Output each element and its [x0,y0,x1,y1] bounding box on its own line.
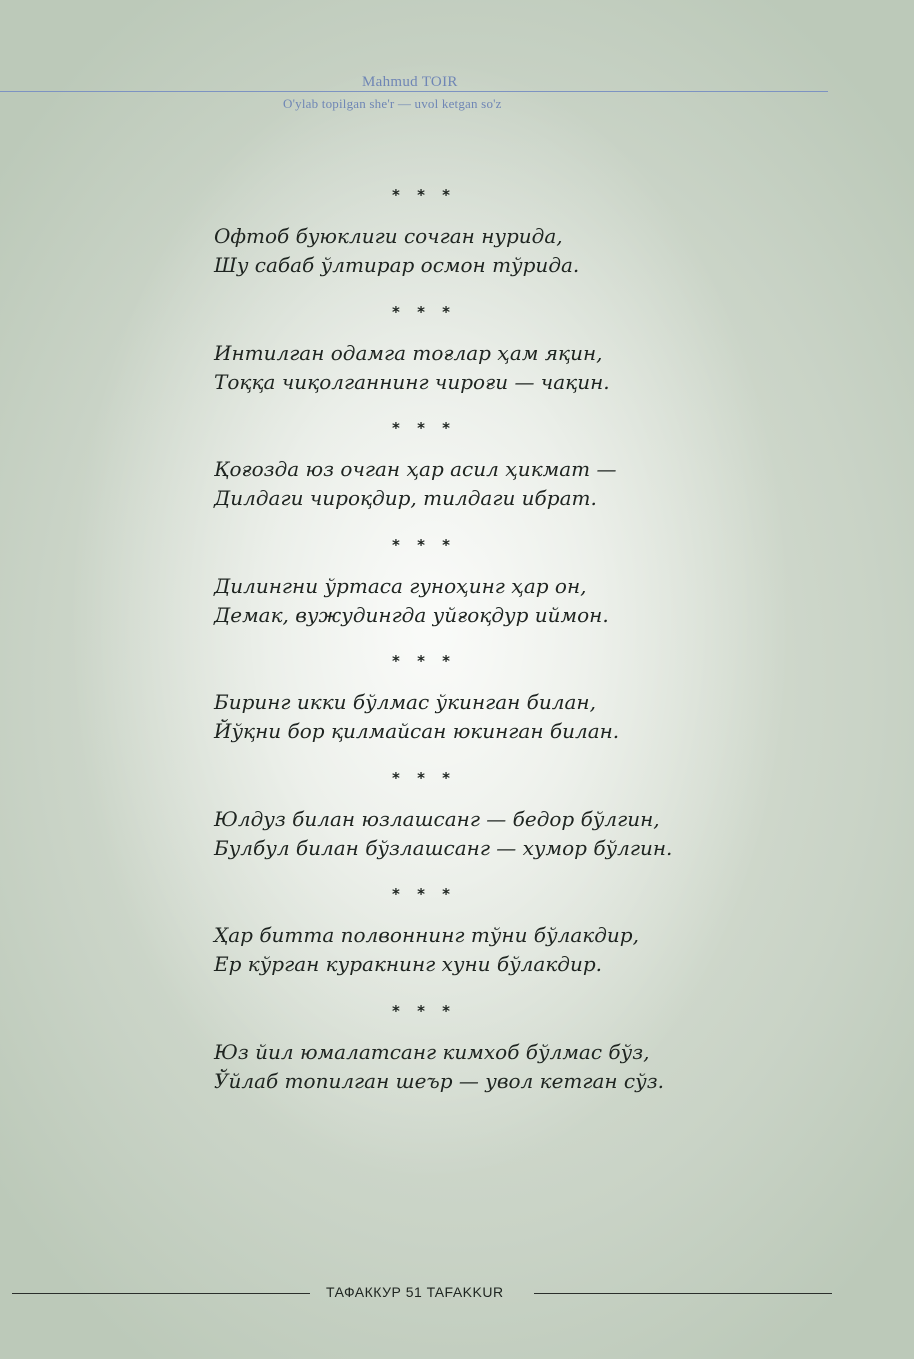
stanza-separator: * * * [392,1001,456,1020]
verse-line: Ер кўрган куракнинг хуни бўлакдир. [214,952,602,976]
stanza-separator: * * * [392,652,456,670]
verse-line: Ўйлаб топилган шеър — увол кетган сўз. [214,1068,664,1093]
verse-line: Йўқни бор қилмайсан юкинган билан. [214,719,620,743]
verse-line: Демак, вужудингда уйғоқдур иймон. [214,602,609,627]
stanza [214,536,774,653]
verse-line: Ҳар битта полвоннинг тўни бўлакдир, [214,923,639,947]
verse-line: Булбул билан бўзлашсанг — хумор бўлгин. [214,835,673,860]
stanza-separator: * * * [392,885,456,903]
stanza-separator: * * * [392,419,456,437]
stanza [214,419,774,536]
stanza-separator: * * * [392,535,456,554]
verse-line: Офтоб буюклиги сочган нурида, [214,224,563,248]
verse-line: Тоққа чиқолганнинг чироғи — чақин. [214,369,610,394]
verse-line: Қоғозда юз очган ҳар асил ҳикмат — [214,457,617,481]
stanza [214,1002,774,1119]
stanza-separator: * * * [392,302,456,321]
verse-line: Интилган одамга тоғлар ҳам яқин, [214,340,603,365]
verse-line: Юз йил юмалатсанг кимхоб бўлмас бўз, [214,1039,650,1064]
verse-line: Юлдуз билан юзлашсанг — бедор бўлгин, [214,806,660,831]
footer-divider-right [534,1293,832,1294]
poem [214,186,774,1118]
verse-line: Дилдаги чироқдир, тилдаги ибрат. [214,486,597,510]
stanza [214,769,774,886]
footer-page-label: ТАФАККУР 51 TAFAKKUR [326,1284,504,1300]
verse-line: Дилингни ўртаса гуноҳинг ҳар он, [214,573,587,598]
stanza [214,303,774,420]
author-name: Mahmud TOIR [362,74,458,90]
footer-divider-left [12,1293,310,1294]
stanza [214,652,774,769]
stanza [214,186,774,303]
header-divider [0,91,828,92]
page-footer [0,1283,914,1303]
stanza-separator: * * * [392,768,456,787]
verse-line: Шу сабаб ўлтирар осмон тўрида. [214,253,580,277]
verse-line: Биринг икки бўлмас ўкинган билан, [214,690,596,714]
stanza-separator: * * * [392,186,456,204]
stanza [214,885,774,1002]
running-title: O'ylab topilgan she'r — uvol ketgan so'z [283,96,502,111]
